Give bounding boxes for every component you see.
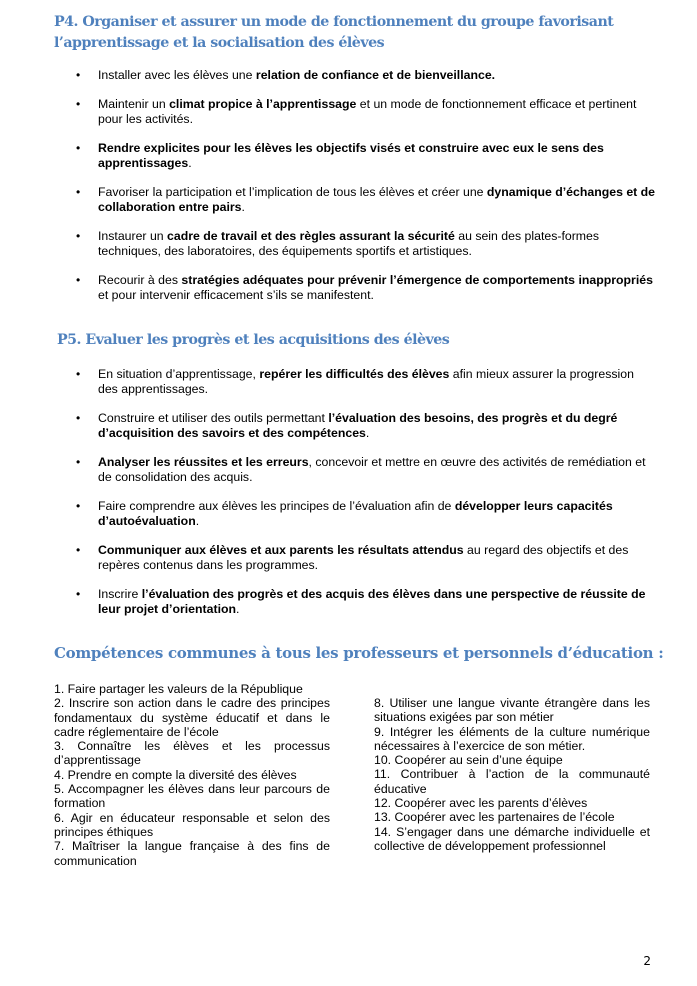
bullet-item [0,229,697,259]
competence-item: 6. Agir en éducateur responsable et selon des principes éthiques [54,810,330,839]
competence-item: 7. Maîtriser la langue française à des fins de communication [54,839,330,868]
competence-item: 1. Faire partager les valeurs de la République [54,682,303,696]
bullet-icon: • [76,587,81,601]
bullet-item [0,543,697,573]
bullet-icon: • [76,185,81,199]
competences-heading: Compétences communes à tous les professeurs et personnels d’éducation : [54,644,664,662]
bullet-icon: • [76,499,81,513]
bullet-bold-text: Communiquer aux élèves et aux parents les résultats attendus [98,543,464,557]
competence-item: 10. Coopérer au sein d’une équipe [374,753,563,768]
bullet-icon: • [76,411,81,425]
bullet-bold-text: l’évaluation des besoins, des progrès et du degré d’acquisition des savoirs et des compétences [98,411,618,440]
bullet-text: et un mode de fonctionnement efficace et pertinent pour les activités. [98,97,637,126]
bullet-text: , concevoir et mettre en œuvre des activités de remédiation et de consolidation des acquis. [98,455,646,484]
bullet-text: En situation d’apprentissage, [98,367,260,381]
bullet-icon: • [76,229,81,243]
bullet-item [0,411,697,441]
bullet-item [0,97,697,127]
competence-item: 4. Prendre en compte la diversité des élèves [54,767,297,782]
competence-item: 14. S’engager dans une démarche individuelle et collective de développement professionnel [374,824,650,853]
bullet-text: . [365,426,370,440]
bullet-text: au regard des objectifs et des repères contenus dans les programmes. [98,543,629,572]
competence-item: 3. Connaître les élèves et les processus d’apprentissage [54,739,330,768]
competences-columns [54,682,651,882]
bullet-icon: • [76,273,81,287]
p5-bullet-list [0,367,697,631]
bullet-text: . [188,156,192,170]
bullet-item [0,68,697,83]
competence-item: 2. Inscrire son action dans le cadre des principes fondamentaux du système éducatif et dans le cadre réglementaire de l’école [54,696,330,739]
bullet-bold-text: climat propice à l’apprentissage [169,97,357,111]
bullet-text: Recourir à des [98,273,182,287]
bullet-item [0,141,697,171]
competence-item: 12. Coopérer avec les parents d’élèves [374,796,588,811]
bullet-text: Favoriser la participation et l’implication de tous les élèves et créer une [98,185,487,199]
bullet-text: Maintenir un [98,97,170,111]
page-number: 2 [643,954,651,968]
bullet-item [0,367,697,397]
bullet-bold-text: cadre de travail et des règles assurant la sécurité [167,229,455,243]
bullet-item [0,587,697,617]
section-heading-p4: P4. Organiser et assurer un mode de fonctionnement du groupe favorisant l’apprentissage et la socialisation des élèves [54,14,614,51]
bullet-icon: • [76,97,81,111]
bullet-bold-text: développer leurs capacités d’autoévaluation [98,499,613,528]
bullet-text: . [241,200,245,214]
competence-item: 13. Coopérer avec les partenaires de l’école [374,810,615,825]
competence-item: 5. Accompagner les élèves dans leur parcours de formation [54,782,330,811]
competences-right-column [374,696,650,853]
bullet-bold-text: stratégies adéquates pour prévenir l’émergence de comportements inappropriés [181,273,653,287]
bullet-text: Instaurer un [98,229,168,243]
bullet-item [0,499,697,529]
bullet-bold-text: Analyser les réussites et les erreurs [98,455,309,469]
bullet-item [0,455,697,485]
bullet-text: . [236,602,240,616]
bullet-item [0,273,697,303]
competences-left-column [54,682,330,868]
bullet-icon: • [76,367,81,381]
p4-bullet-list [0,68,697,317]
bullet-text: au sein des plates-formes techniques, des laboratoires, des équipements sportifs et artistiques. [98,229,600,258]
bullet-text: Construire et utiliser des outils permettant [98,411,329,425]
bullet-bold-text: dynamique d’échanges et de collaboration entre pairs [98,185,656,214]
bullet-text: Installer avec les élèves une [98,68,256,82]
bullet-icon: • [76,543,81,557]
bullet-text: et pour intervenir efficacement s’ils se manifestent. [98,288,374,302]
bullet-icon: • [76,68,81,82]
bullet-bold-text: repérer les difficultés des élèves [259,367,450,381]
competence-item: 9. Intégrer les éléments de la culture numérique nécessaires à l’exercice de son métier. [374,724,650,753]
bullet-bold-text: relation de confiance et de bienveillance. [255,68,496,82]
bullet-text: Inscrire [98,587,142,601]
bullet-icon: • [76,141,81,155]
bullet-text: Faire comprendre aux élèves les principes de l’évaluation afin de [98,499,455,513]
bullet-text: . [195,514,200,528]
section-heading-p5: P5. Evaluer les progrès et les acquisitions des élèves [57,332,450,348]
competence-item: 11. Contribuer à l’action de la communauté éducative [374,767,650,796]
competence-item: 8. Utiliser une langue vivante étrangère dans les situations exigées par son métier [374,696,650,725]
bullet-item [0,185,697,215]
bullet-icon: • [76,455,81,469]
bullet-text: afin mieux assurer la progression des apprentissages. [98,367,634,396]
bullet-bold-text: Rendre explicites pour les élèves les objectifs visés et construire avec eux le sens des apprentissages [98,141,604,170]
bullet-bold-text: l’évaluation des progrès et des acquis des élèves dans une perspective de réussite de leur projet d’orientation [98,587,646,616]
